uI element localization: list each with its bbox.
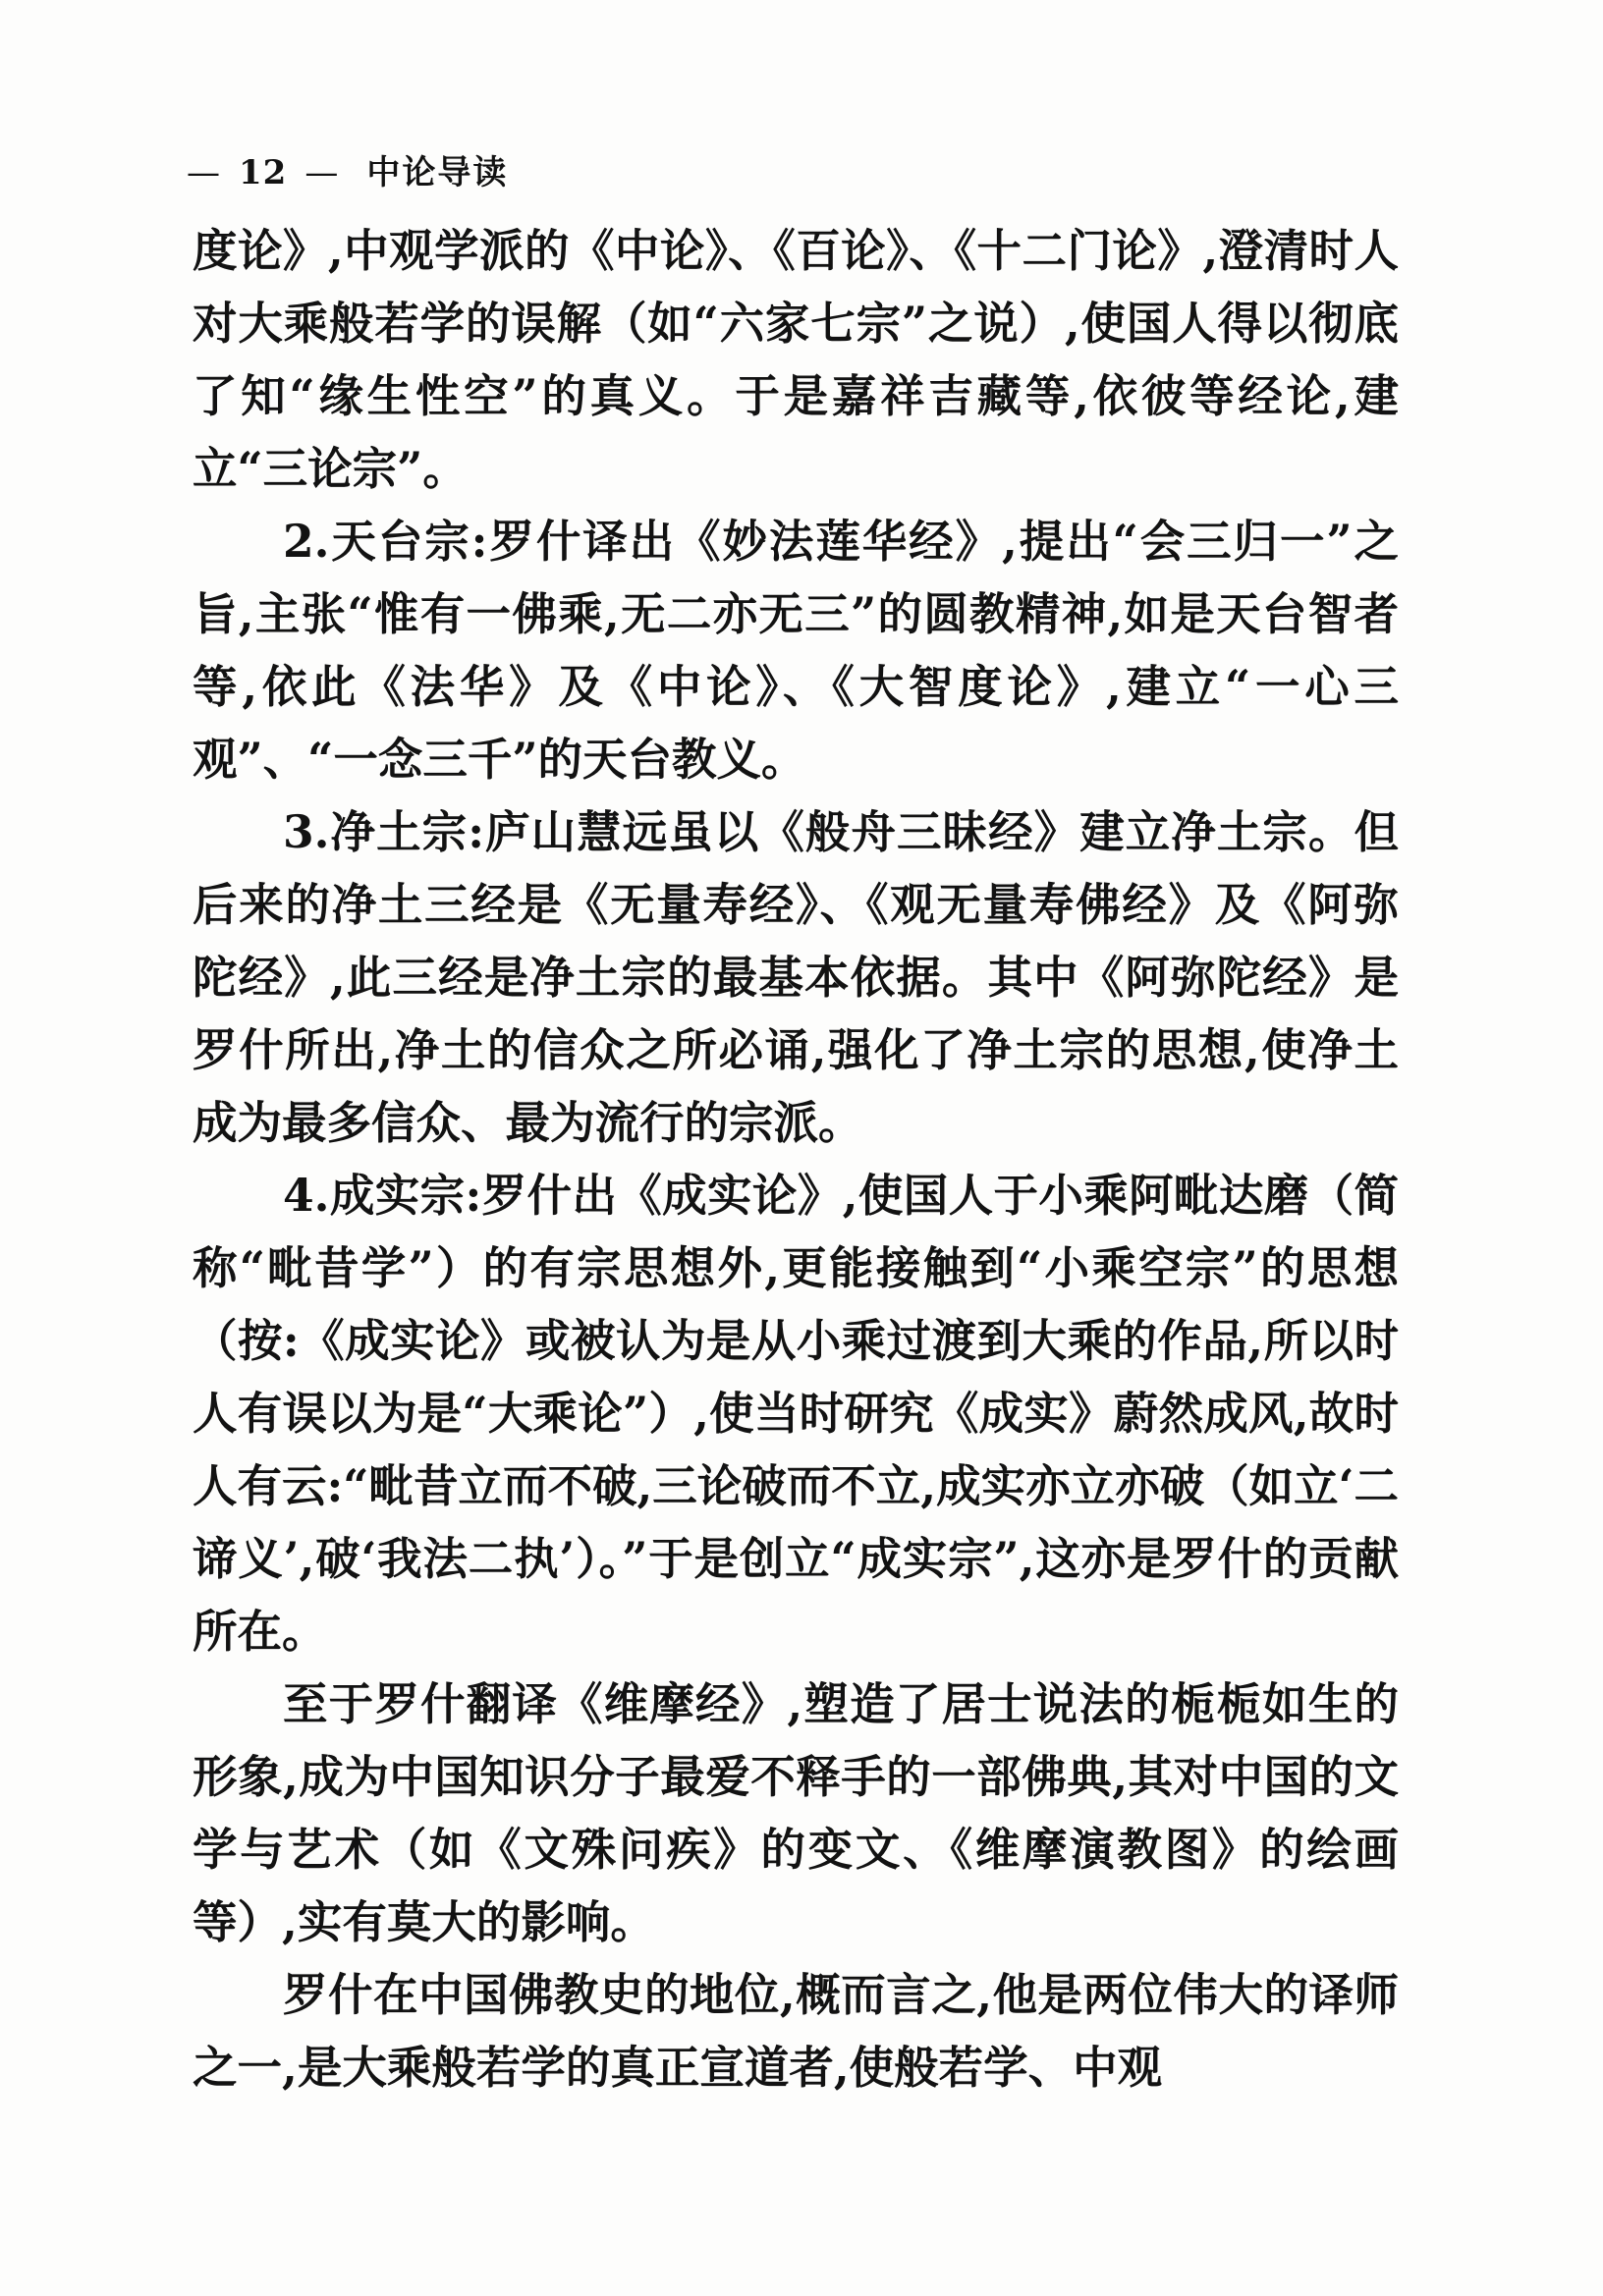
paragraph-4: 4.成实宗:罗什出《成实论》,使国人于小乘阿毗达磨（简称“毗昔学”）的有宗思想外,更能接触到“小乘空宗”的思想（按:《成实论》或被认为是从小乘过渡到大乘的作品,所以时人有误以为是“大乘论”）,使当时研究《成实》蔚然成风,故时人有云:“毗昔立而不破,三论破而不立,成实亦立亦破（如立‘二谛义’,破‘我法二执’）。”于是创立“成实宗”,这亦是罗什的贡献所在。 bbox=[193, 1169, 1399, 1658]
paragraph-3: 3.净土宗:庐山慧远虽以《般舟三昧经》建立净土宗。但后来的净土三经是《无量寿经》、《观无量寿佛经》及《阿弥陀经》,此三经是净土宗的最基本依据。其中《阿弥陀经》是罗什所出,净土的信众之所必诵,强化了净土宗的思想,使净土成为最多信众、最为流行的宗派。 bbox=[193, 805, 1399, 1149]
paragraph-2: 2.天台宗:罗什译出《妙法莲华经》,提出“会三归一”之旨,主张“惟有一佛乘,无二亦无三”的圆教精神,如是天台智者等,依此《法华》及《中论》、《大智度论》,建立“一心三观”、“一念三千”的天台教义。 bbox=[193, 515, 1399, 786]
body-text bbox=[193, 214, 1399, 2104]
book-title: 中论导读 bbox=[366, 153, 509, 192]
page-header bbox=[187, 145, 508, 193]
paragraph-6: 罗什在中国佛教史的地位,概而言之,他是两位伟大的译师之一,是大乘般若学的真正宣道者,使般若学、中观 bbox=[193, 1968, 1399, 2094]
header-dash-right: — bbox=[304, 153, 340, 192]
paragraph-5: 至于罗什翻译《维摩经》,塑造了居士说法的栀栀如生的形象,成为中国知识分子最爱不释手的一部佛典,其对中国的文学与艺术（如《文殊问疾》的变文、《维摩演教图》的绘画等）,实有莫大的影响。 bbox=[193, 1677, 1399, 1948]
header-dash-left: — bbox=[187, 153, 221, 192]
paragraph-1: 度论》,中观学派的《中论》、《百论》、《十二门论》,澄清时人对大乘般若学的误解（如“六家七宗”之说）,使国人得以彻底了知“缘生性空”的真义。于是嘉祥吉藏等,依彼等经论,建立“三论宗”。 bbox=[193, 224, 1399, 495]
page-number: 12 bbox=[239, 153, 288, 192]
